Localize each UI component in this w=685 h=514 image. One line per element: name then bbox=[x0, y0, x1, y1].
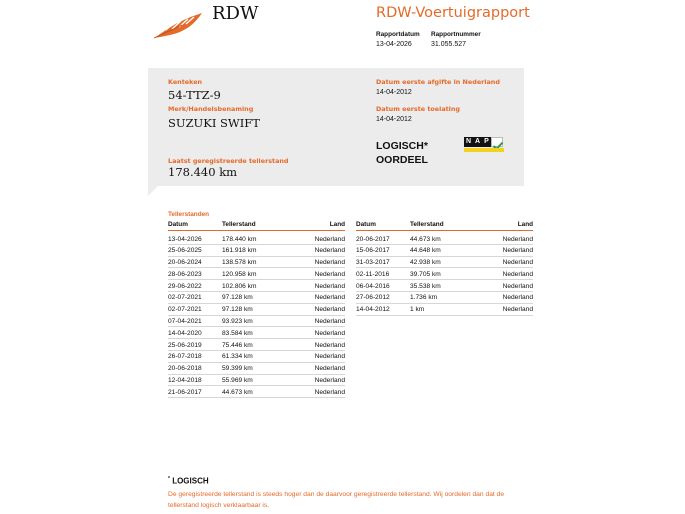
row-date: 12-04-2018 bbox=[168, 377, 202, 385]
report-title: RDW-Voertuigrapport bbox=[376, 5, 530, 21]
row-odometer: 83.584 km bbox=[222, 329, 253, 337]
row-country: Nederland bbox=[314, 353, 345, 361]
first-admission-value: 14-04-2012 bbox=[376, 116, 412, 123]
row-country: Nederland bbox=[502, 235, 533, 243]
row-country: Nederland bbox=[502, 282, 533, 290]
row-country: Nederland bbox=[314, 388, 345, 396]
row-odometer: 61.334 km bbox=[222, 353, 253, 361]
row-date: 29-06-2022 bbox=[168, 282, 202, 290]
row-date: 20-06-2017 bbox=[356, 235, 390, 243]
table-row bbox=[168, 339, 345, 351]
row-date: 02-11-2016 bbox=[356, 270, 390, 278]
footnote-title-text: LOGISCH bbox=[172, 476, 209, 486]
nap-logo-icon bbox=[464, 137, 504, 153]
row-odometer: 35.538 km bbox=[410, 282, 441, 290]
row-date: 31-03-2017 bbox=[356, 259, 390, 267]
row-country: Nederland bbox=[502, 247, 533, 255]
col-date-header: Datum bbox=[168, 221, 188, 228]
first-admission-label: Datum eerste toelating bbox=[376, 105, 460, 113]
col-country-header: Land bbox=[329, 221, 345, 228]
row-date: 20-06-2018 bbox=[168, 365, 202, 373]
row-country: Nederland bbox=[314, 365, 345, 373]
row-country: Nederland bbox=[314, 377, 345, 385]
table-row bbox=[356, 304, 533, 316]
brand-name: RDW bbox=[212, 3, 259, 24]
row-country: Nederland bbox=[314, 282, 345, 290]
report-date-label: Rapportdatum bbox=[376, 31, 420, 38]
footnote-title bbox=[168, 476, 209, 486]
row-odometer: 97.128 km bbox=[222, 294, 253, 302]
row-odometer: 39.705 km bbox=[410, 270, 441, 278]
nap-letter: P bbox=[482, 137, 491, 147]
row-country: Nederland bbox=[502, 306, 533, 314]
odometer-value: 178.440 km bbox=[168, 165, 238, 179]
feather-logo-icon bbox=[152, 10, 204, 40]
row-country: Nederland bbox=[314, 329, 345, 337]
row-country: Nederland bbox=[314, 306, 345, 314]
checkmark-icon bbox=[491, 137, 503, 147]
table-row bbox=[356, 280, 533, 292]
row-odometer: 102.806 km bbox=[222, 282, 257, 290]
plate-label: Kenteken bbox=[168, 78, 203, 86]
table-row bbox=[168, 233, 345, 245]
rows-right bbox=[356, 233, 533, 316]
row-odometer: 1.736 km bbox=[410, 294, 438, 302]
footnote-marker: * bbox=[168, 476, 170, 482]
row-odometer: 59.399 km bbox=[222, 365, 253, 373]
row-date: 06-04-2016 bbox=[356, 282, 390, 290]
make-value: SUZUKI SWIFT bbox=[168, 116, 260, 130]
footnote-text: De geregistreerde tellerstand is steeds hoger dan de daarvoor geregistreerde tellerstand. Wij oordelen dan dat de tellerstand logisch verklaarbaar is. bbox=[168, 491, 505, 509]
row-odometer: 55.969 km bbox=[222, 377, 253, 385]
table-row bbox=[168, 375, 345, 387]
row-odometer: 161.918 km bbox=[222, 247, 257, 255]
table-row bbox=[356, 245, 533, 257]
verdict bbox=[376, 139, 428, 167]
table-row bbox=[356, 233, 533, 245]
row-country: Nederland bbox=[314, 318, 345, 326]
row-country: Nederland bbox=[314, 270, 345, 278]
table-row bbox=[168, 257, 345, 269]
report-date-value: 13-04-2026 bbox=[376, 41, 412, 48]
row-odometer: 44.673 km bbox=[222, 388, 253, 396]
table-row bbox=[356, 292, 533, 304]
table-row bbox=[168, 386, 345, 398]
row-date: 20-06-2024 bbox=[168, 259, 202, 267]
verdict-line-1: LOGISCH* bbox=[376, 140, 428, 152]
col-date-header: Datum bbox=[356, 221, 376, 228]
table-row bbox=[168, 363, 345, 375]
row-date: 28-06-2023 bbox=[168, 270, 202, 278]
row-odometer: 120.958 km bbox=[222, 270, 257, 278]
report-number-label: Rapportnummer bbox=[431, 31, 481, 38]
nap-letter: N bbox=[465, 138, 472, 145]
row-odometer: 44.673 km bbox=[410, 235, 441, 243]
row-date: 02-07-2021 bbox=[168, 294, 202, 302]
row-odometer: 93.923 km bbox=[222, 318, 253, 326]
row-country: Nederland bbox=[502, 259, 533, 267]
row-odometer: 44.648 km bbox=[410, 247, 441, 255]
table-row bbox=[168, 280, 345, 292]
row-date: 14-04-2012 bbox=[356, 306, 390, 314]
row-date: 26-07-2018 bbox=[168, 353, 202, 361]
table-row bbox=[168, 245, 345, 257]
header-underline bbox=[356, 230, 533, 231]
col-odometer-header: Tellerstand bbox=[222, 221, 256, 228]
row-date: 27-06-2012 bbox=[356, 294, 390, 302]
plate-value: 54-TTZ-9 bbox=[168, 88, 221, 102]
row-odometer: 138.578 km bbox=[222, 259, 257, 267]
row-date: 13-04-2026 bbox=[168, 235, 202, 243]
table-row bbox=[356, 257, 533, 269]
nap-letter: A bbox=[474, 138, 481, 145]
row-country: Nederland bbox=[314, 235, 345, 243]
row-odometer: 42.938 km bbox=[410, 259, 441, 267]
make-label: Merk/Handelsbenaming bbox=[168, 105, 254, 113]
first-nl-value: 14-04-2012 bbox=[376, 89, 412, 96]
table-row bbox=[168, 316, 345, 328]
row-date: 02-07-2021 bbox=[168, 306, 202, 314]
verdict-line-2: OORDEEL bbox=[376, 154, 428, 166]
col-country-header: Land bbox=[517, 221, 533, 228]
row-odometer: 178.440 km bbox=[222, 235, 257, 243]
row-date: 14-04-2020 bbox=[168, 329, 202, 337]
row-date: 15-06-2017 bbox=[356, 247, 390, 255]
table-row bbox=[168, 268, 345, 280]
row-country: Nederland bbox=[502, 270, 533, 278]
report-number-value: 31.055.527 bbox=[431, 41, 467, 48]
row-country: Nederland bbox=[314, 259, 345, 267]
header-underline bbox=[168, 230, 345, 231]
row-odometer: 1 km bbox=[410, 306, 425, 314]
readings-title: Tellerstanden bbox=[168, 211, 210, 218]
table-row bbox=[168, 327, 345, 339]
rows-left bbox=[168, 233, 345, 398]
table-row bbox=[356, 268, 533, 280]
first-nl-label: Datum eerste afgifte in Nederland bbox=[376, 78, 500, 86]
row-country: Nederland bbox=[314, 294, 345, 302]
table-row bbox=[168, 351, 345, 363]
odometer-label: Laatst geregistreerde tellerstand bbox=[168, 157, 289, 165]
row-country: Nederland bbox=[502, 294, 533, 302]
col-odometer-header: Tellerstand bbox=[410, 221, 444, 228]
row-date: 21-06-2017 bbox=[168, 388, 202, 396]
table-row bbox=[168, 292, 345, 304]
row-date: 25-06-2025 bbox=[168, 247, 202, 255]
row-country: Nederland bbox=[314, 247, 345, 255]
row-odometer: 97.128 km bbox=[222, 306, 253, 314]
row-date: 07-04-2021 bbox=[168, 318, 202, 326]
nap-bar bbox=[464, 148, 504, 152]
table-row bbox=[168, 304, 345, 316]
row-date: 25-06-2019 bbox=[168, 341, 202, 349]
row-country: Nederland bbox=[314, 341, 345, 349]
row-odometer: 75.446 km bbox=[222, 341, 253, 349]
